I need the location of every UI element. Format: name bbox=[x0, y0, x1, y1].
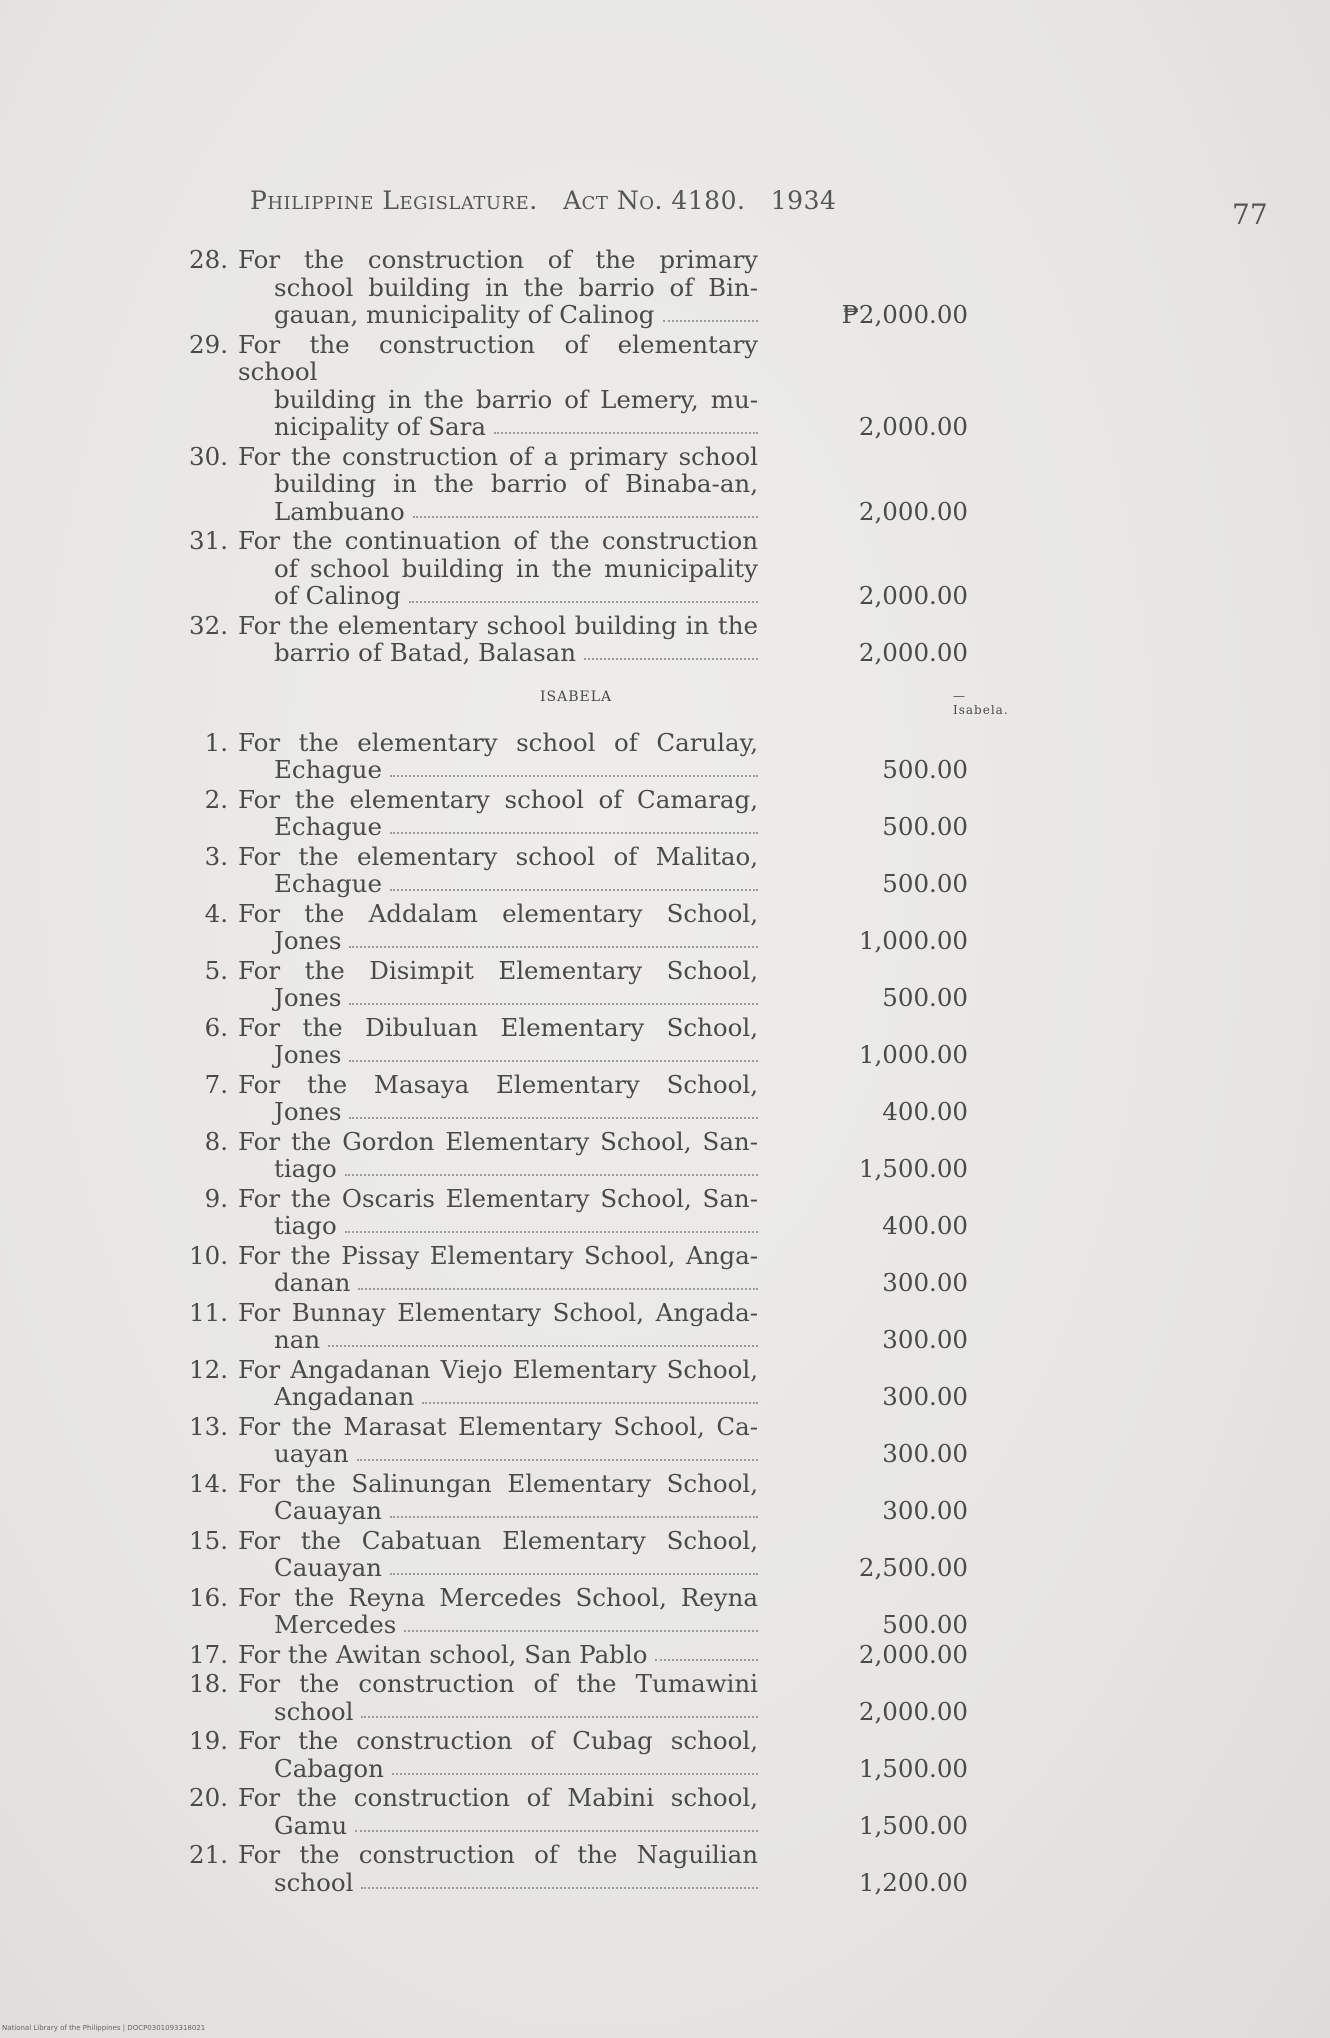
leader-dots bbox=[328, 1326, 758, 1347]
appropriation-item bbox=[180, 1784, 980, 1839]
item-amount: 300.00 bbox=[882, 1439, 968, 1468]
header-title-act: Act No. 4180. bbox=[563, 186, 746, 215]
item-number: 10. bbox=[189, 1240, 228, 1270]
item-description-line: barrio of Batad, Balasan bbox=[238, 639, 758, 667]
item-description-line: For the Addalam elementary School, bbox=[238, 898, 758, 928]
leader-dots bbox=[390, 756, 758, 777]
item-description-line: school bbox=[238, 1698, 758, 1726]
item-description-line: uayan bbox=[238, 1440, 758, 1468]
item-description-line: For the Gordon Elementary School, San- bbox=[238, 1126, 758, 1156]
appropriation-item bbox=[180, 331, 980, 441]
item-description-line: For the Cabatuan Elementary School, bbox=[238, 1525, 758, 1555]
item-description bbox=[238, 843, 758, 898]
appropriation-item bbox=[180, 612, 980, 667]
appropriation-item bbox=[180, 900, 980, 955]
section-heading bbox=[180, 688, 1009, 717]
item-description bbox=[238, 1299, 758, 1354]
item-number: 29. bbox=[189, 329, 228, 359]
item-number: 6. bbox=[204, 1012, 228, 1042]
appropriation-item bbox=[180, 957, 980, 1012]
appropriation-item bbox=[180, 1356, 980, 1411]
leader-dots bbox=[390, 1497, 758, 1518]
item-description-line: Cabagon bbox=[238, 1755, 758, 1783]
item-description-line: Angadanan bbox=[238, 1383, 758, 1411]
item-amount: 400.00 bbox=[882, 1097, 968, 1126]
appropriation-item bbox=[180, 1641, 980, 1669]
item-description-line: For Angadanan Viejo Elementary School, bbox=[238, 1354, 758, 1384]
item-number: 18. bbox=[189, 1669, 228, 1698]
appropriation-item bbox=[180, 1413, 980, 1468]
item-description bbox=[238, 1128, 758, 1183]
leader-dots bbox=[390, 813, 758, 834]
item-description-line: For the Pissay Elementary School, Anga- bbox=[238, 1240, 758, 1270]
item-description bbox=[238, 1071, 758, 1126]
item-description-line: Echague bbox=[238, 813, 758, 841]
page-number: 77 bbox=[1232, 198, 1268, 231]
header-title-legislature: Philippine Legislature. bbox=[250, 186, 538, 215]
leader-dots bbox=[349, 927, 758, 948]
appropriation-item bbox=[180, 1670, 980, 1725]
item-description-line: For the construction of the Naguilian bbox=[238, 1840, 758, 1869]
item-amount: 300.00 bbox=[882, 1382, 968, 1411]
item-description-line: For the Reyna Mercedes School, Reyna bbox=[238, 1582, 758, 1612]
leader-dots bbox=[357, 1440, 758, 1461]
item-description-line: For the Salinungan Elementary School, bbox=[238, 1468, 758, 1498]
item-number: 12. bbox=[189, 1354, 228, 1384]
appropriation-item bbox=[180, 1841, 980, 1896]
item-description-line: tiago bbox=[238, 1212, 758, 1240]
leader-dots bbox=[345, 1212, 758, 1233]
item-description-line: Lambuano bbox=[238, 498, 758, 526]
item-amount: 1,000.00 bbox=[858, 926, 968, 955]
item-amount: 2,000.00 bbox=[858, 496, 968, 526]
item-description-line: Echague bbox=[238, 870, 758, 898]
item-description-line: For the Masaya Elementary School, bbox=[238, 1069, 758, 1099]
leader-dots bbox=[422, 1383, 758, 1404]
item-number: 15. bbox=[189, 1525, 228, 1555]
appropriation-item bbox=[180, 443, 980, 526]
item-description bbox=[238, 1356, 758, 1411]
leader-dots bbox=[404, 1611, 758, 1632]
item-amount: 2,500.00 bbox=[858, 1553, 968, 1582]
item-amount: 400.00 bbox=[882, 1211, 968, 1240]
item-amount: 1,500.00 bbox=[858, 1810, 968, 1840]
item-number: 14. bbox=[189, 1468, 228, 1498]
item-description-line: For the elementary school of Carulay, bbox=[238, 727, 758, 757]
item-description-line: tiago bbox=[238, 1155, 758, 1183]
appropriation-item bbox=[180, 1727, 980, 1782]
item-number: 20. bbox=[189, 1783, 228, 1812]
section-title: ISABELA bbox=[540, 688, 613, 705]
item-amount: 2,000.00 bbox=[858, 1696, 968, 1726]
appropriation-item bbox=[180, 1014, 980, 1069]
item-amount: 1,500.00 bbox=[858, 1154, 968, 1183]
leader-dots bbox=[409, 582, 758, 603]
item-description bbox=[238, 1727, 758, 1782]
appropriation-item bbox=[180, 1299, 980, 1354]
appropriation-item bbox=[180, 1584, 980, 1639]
item-description-line: of Calinog bbox=[238, 582, 758, 610]
item-number: 7. bbox=[204, 1069, 228, 1099]
appropriation-item bbox=[180, 1128, 980, 1183]
item-number: 11. bbox=[189, 1297, 228, 1327]
item-description bbox=[238, 246, 758, 329]
item-description bbox=[238, 786, 758, 841]
appropriation-item bbox=[180, 1527, 980, 1582]
item-description-line: danan bbox=[238, 1269, 758, 1297]
item-description bbox=[238, 957, 758, 1012]
leader-dots bbox=[361, 1869, 758, 1890]
item-description bbox=[238, 729, 758, 784]
item-description bbox=[238, 900, 758, 955]
item-description-line: For the Marasat Elementary School, Ca- bbox=[238, 1411, 758, 1441]
header-year: 1934 bbox=[770, 186, 837, 215]
item-description bbox=[238, 612, 758, 667]
item-description bbox=[238, 1584, 758, 1639]
item-description bbox=[238, 1670, 758, 1725]
marginal-note: —Isabela. bbox=[953, 688, 1009, 717]
item-description bbox=[238, 1841, 758, 1896]
item-description bbox=[238, 331, 758, 441]
item-description-line: Jones bbox=[238, 984, 758, 1012]
item-amount: 500.00 bbox=[882, 812, 968, 841]
leader-dots bbox=[392, 1755, 758, 1776]
item-amount: 500.00 bbox=[882, 869, 968, 898]
item-description-line: nicipality of Sara bbox=[238, 413, 758, 441]
item-number: 19. bbox=[189, 1726, 228, 1755]
item-description-line: gauan, municipality of Calinog bbox=[238, 301, 758, 329]
leader-dots bbox=[390, 1554, 758, 1575]
item-amount: 1,000.00 bbox=[858, 1040, 968, 1069]
leader-dots bbox=[355, 1812, 758, 1833]
item-description-line: Cauayan bbox=[238, 1554, 758, 1582]
item-amount: 300.00 bbox=[882, 1268, 968, 1297]
item-amount: 500.00 bbox=[882, 983, 968, 1012]
item-amount: 2,000.00 bbox=[858, 581, 968, 610]
leader-dots bbox=[584, 639, 758, 660]
item-description bbox=[238, 1470, 758, 1525]
item-description bbox=[238, 1413, 758, 1468]
item-description-line: of school building in the municipality bbox=[274, 553, 758, 583]
appropriation-item bbox=[180, 1242, 980, 1297]
leader-dots bbox=[358, 1269, 758, 1290]
item-description-line: school building in the barrio of Bin- bbox=[274, 272, 758, 302]
item-description bbox=[238, 527, 758, 610]
item-description bbox=[238, 1784, 758, 1839]
item-description-line: Mercedes bbox=[238, 1611, 758, 1639]
item-number: 28. bbox=[189, 245, 228, 274]
leader-dots bbox=[361, 1698, 758, 1719]
item-number: 32. bbox=[189, 610, 228, 640]
item-description bbox=[238, 1014, 758, 1069]
item-description-line: For the construction of Mabini school, bbox=[238, 1783, 758, 1812]
item-description-line: For the continuation of the construction bbox=[238, 526, 758, 555]
item-description-line: For Bunnay Elementary School, Angada- bbox=[238, 1297, 758, 1327]
item-description-line: For the Dibuluan Elementary School, bbox=[238, 1012, 758, 1042]
item-number: 8. bbox=[204, 1126, 228, 1156]
appropriation-item bbox=[180, 843, 980, 898]
appropriation-item bbox=[180, 1185, 980, 1240]
item-description-line: building in the barrio of Binaba-an, bbox=[274, 469, 758, 498]
item-description-line: Jones bbox=[238, 927, 758, 955]
item-amount: 2,000.00 bbox=[858, 412, 968, 441]
item-amount: 500.00 bbox=[882, 755, 968, 784]
item-number: 2. bbox=[204, 784, 228, 814]
appropriation-item bbox=[180, 786, 980, 841]
item-description-line: Gamu bbox=[238, 1812, 758, 1840]
item-description-line: For the elementary school of Malitao, bbox=[238, 841, 758, 871]
item-description bbox=[238, 1242, 758, 1297]
leader-dots bbox=[663, 301, 759, 322]
item-amount: 300.00 bbox=[882, 1496, 968, 1525]
item-number: 16. bbox=[189, 1582, 228, 1612]
item-description-line: For the Oscaris Elementary School, San- bbox=[238, 1183, 758, 1213]
scan-footer: National Library of the Philippines | DOCP0301093318021 bbox=[2, 2024, 206, 2032]
item-description-line: Jones bbox=[238, 1041, 758, 1069]
item-description-line: For the construction of a primary school bbox=[238, 441, 758, 471]
item-description-line: For the elementary school building in the bbox=[238, 610, 758, 640]
appropriation-item bbox=[180, 246, 980, 329]
item-description-line: Cauayan bbox=[238, 1497, 758, 1525]
item-amount: 2,000.00 bbox=[858, 638, 968, 667]
item-description-line: Echague bbox=[238, 756, 758, 784]
item-description bbox=[238, 1641, 758, 1669]
item-description-line: For the Awitan school, San Pablo bbox=[238, 1641, 758, 1669]
appropriation-item bbox=[180, 1071, 980, 1126]
item-number: 1. bbox=[204, 727, 228, 757]
item-amount: ₱2,000.00 bbox=[841, 300, 968, 329]
item-number: 13. bbox=[189, 1411, 228, 1441]
item-number: 3. bbox=[204, 841, 228, 871]
item-description-line: For the elementary school of Camarag, bbox=[238, 784, 758, 814]
leader-dots bbox=[494, 413, 758, 434]
item-description-line: school bbox=[238, 1869, 758, 1897]
item-number: 21. bbox=[189, 1840, 228, 1869]
item-description-line: For the construction of the primary bbox=[238, 245, 758, 274]
leader-dots bbox=[345, 1155, 758, 1176]
item-number: 30. bbox=[189, 441, 228, 471]
item-description bbox=[238, 1527, 758, 1582]
item-amount: 500.00 bbox=[882, 1610, 968, 1639]
item-amount: 300.00 bbox=[882, 1325, 968, 1354]
running-header bbox=[250, 186, 910, 215]
leader-dots bbox=[413, 498, 758, 519]
appropriation-list bbox=[180, 245, 1009, 1898]
item-description-line: For the construction of the Tumawini bbox=[238, 1669, 758, 1698]
item-amount: 1,200.00 bbox=[858, 1867, 968, 1897]
appropriation-item bbox=[180, 1470, 980, 1525]
item-number: 31. bbox=[189, 526, 228, 555]
appropriation-item bbox=[180, 729, 980, 784]
appropriation-item bbox=[180, 527, 980, 610]
item-description-line: For the construction of elementary school bbox=[238, 329, 758, 386]
item-description bbox=[238, 443, 758, 526]
item-number: 5. bbox=[204, 955, 228, 985]
item-description-line: building in the barrio of Lemery, mu- bbox=[274, 384, 758, 414]
item-description-line: Jones bbox=[238, 1098, 758, 1126]
leader-dots bbox=[655, 1641, 758, 1662]
item-description-line: For the Disimpit Elementary School, bbox=[238, 955, 758, 985]
leader-dots bbox=[390, 870, 758, 891]
item-amount: 1,500.00 bbox=[858, 1753, 968, 1783]
item-description-line: nan bbox=[238, 1326, 758, 1354]
item-number: 9. bbox=[204, 1183, 228, 1213]
leader-dots bbox=[349, 1041, 758, 1062]
item-description bbox=[238, 1185, 758, 1240]
item-amount: 2,000.00 bbox=[858, 1639, 968, 1669]
item-number: 4. bbox=[204, 898, 228, 928]
item-description-line: For the construction of Cubag school, bbox=[238, 1726, 758, 1755]
leader-dots bbox=[349, 984, 758, 1005]
item-number: 17. bbox=[189, 1639, 228, 1669]
leader-dots bbox=[349, 1098, 758, 1119]
